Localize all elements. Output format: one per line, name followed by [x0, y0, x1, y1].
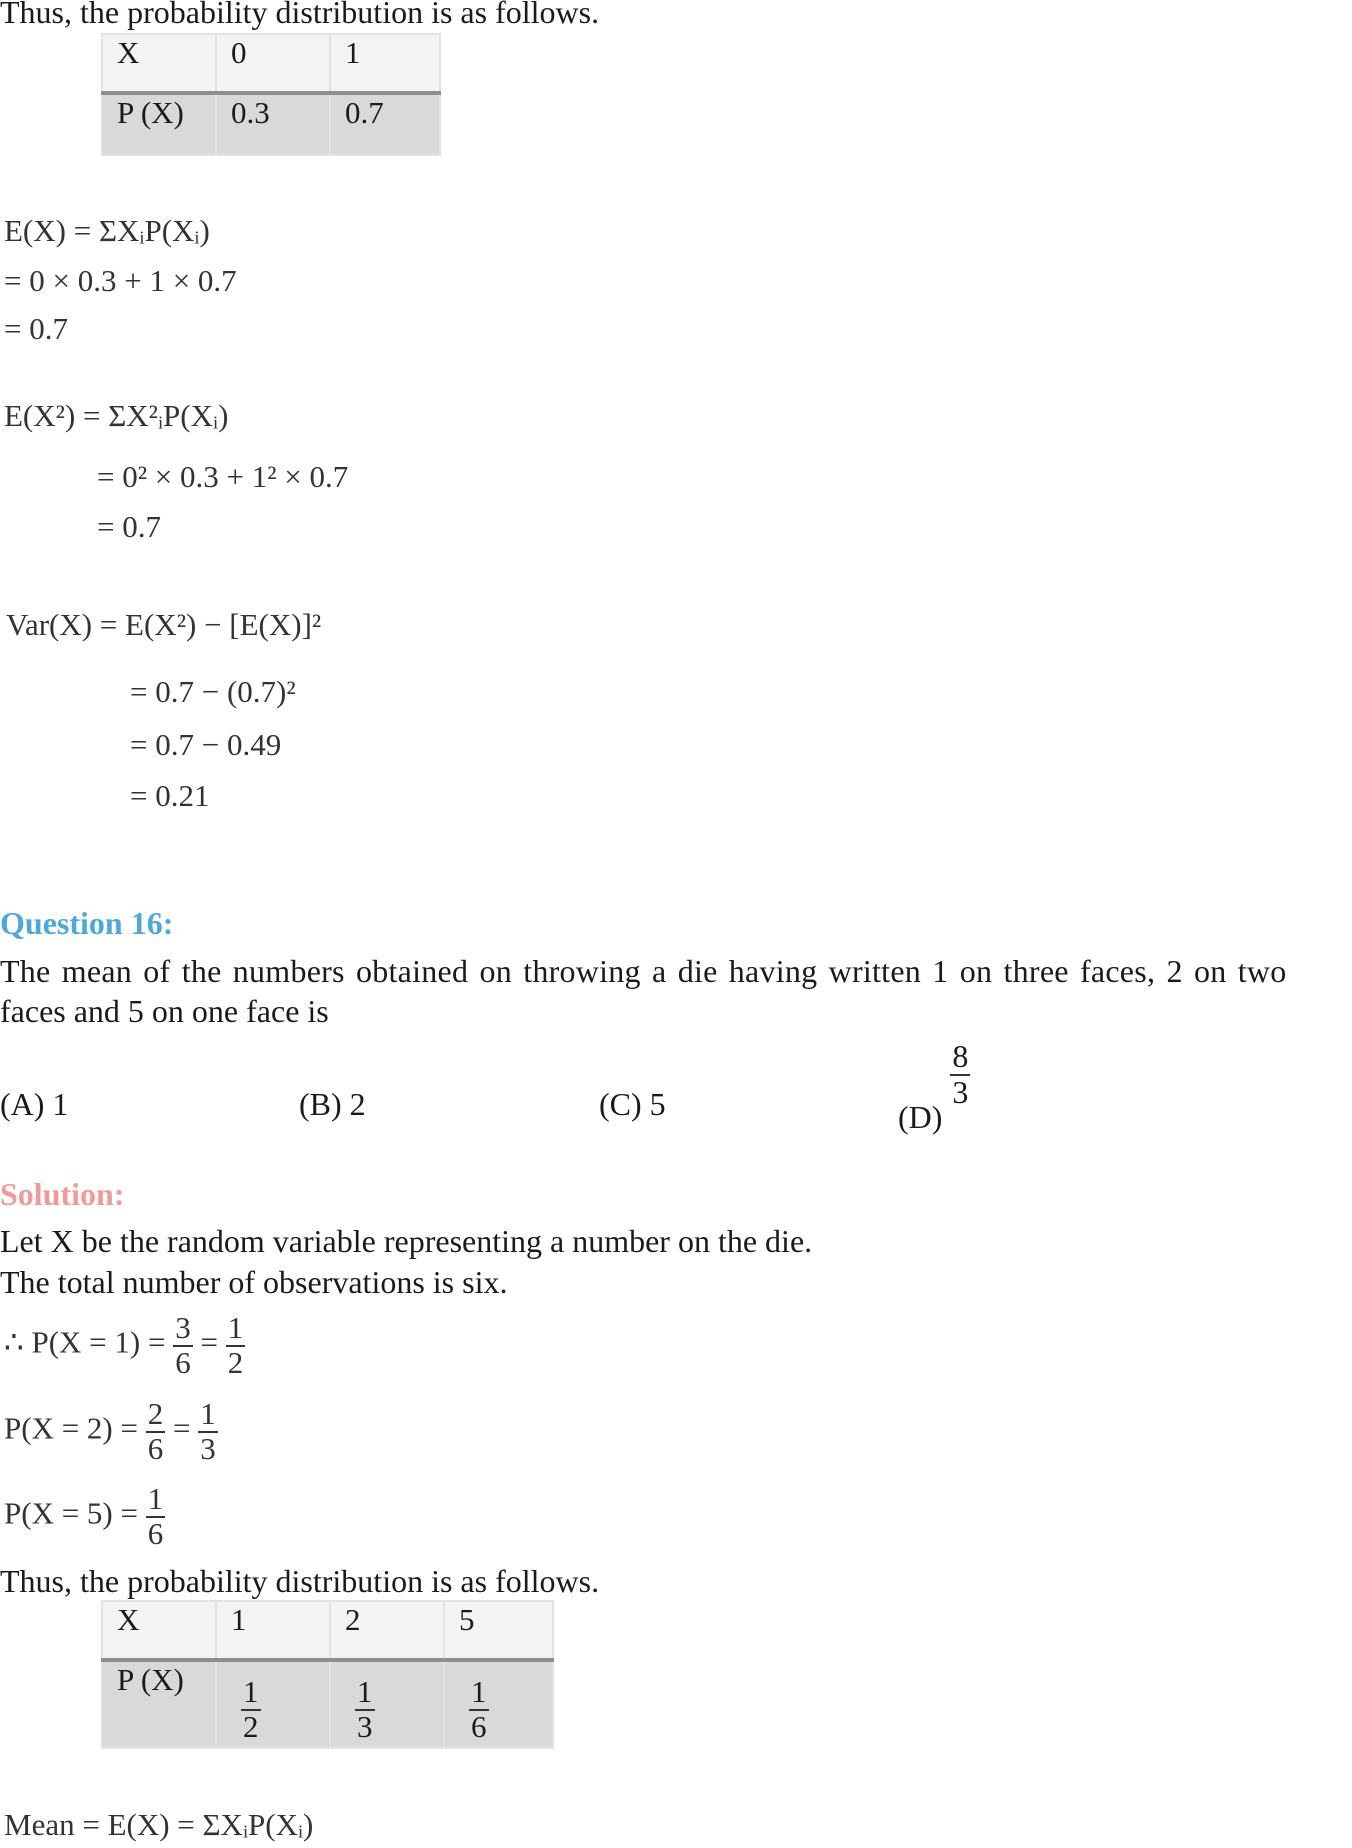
expectation-formula: E(X) = ΣXᵢP(Xᵢ): [4, 213, 210, 248]
table-header-cell: 1: [216, 1601, 330, 1660]
second-moment-result: = 0.7: [97, 509, 161, 544]
fraction: [146, 1483, 166, 1550]
variance-step-2: = 0.7 − 0.49: [130, 727, 282, 762]
probability-table-2: [101, 1600, 554, 1749]
second-moment-formula: E(X²) = ΣX²ᵢP(Xᵢ): [4, 398, 229, 433]
fraction-numerator: 1: [243, 1674, 259, 1709]
fraction: [469, 1676, 489, 1743]
variance-result: = 0.21: [130, 778, 210, 813]
solution-title: Solution:: [0, 1176, 125, 1212]
fraction-numerator: 1: [227, 1310, 244, 1345]
table-cell: 0.7: [330, 93, 440, 155]
variance-step-1: = 0.7 − (0.7)²: [130, 674, 296, 709]
option-d: [898, 1038, 970, 1135]
option-b: (B) 2: [299, 1086, 366, 1122]
fraction-denominator: 3: [952, 1073, 969, 1110]
fraction-numerator: 3: [175, 1310, 191, 1345]
fraction-denominator: 6: [471, 1708, 487, 1744]
probability-x2: [4, 1398, 218, 1465]
probability-table-1: [101, 33, 441, 156]
expectation-step: = 0 × 0.3 + 1 × 0.7: [4, 263, 237, 298]
distribution-intro: Thus, the probability distribution is as follows.: [0, 0, 600, 30]
fraction-denominator: 6: [175, 1344, 191, 1380]
fraction-denominator: 6: [147, 1430, 164, 1466]
table-header-cell: 0: [216, 34, 330, 93]
fraction-numerator: 1: [147, 1481, 164, 1516]
solution-line-1: Let X be the random variable representing a number on the die.: [0, 1223, 813, 1259]
table-header-cell: 5: [444, 1601, 553, 1660]
option-a: (A) 1: [0, 1086, 69, 1122]
equals-sign: =: [200, 1324, 218, 1360]
fraction-denominator: 2: [243, 1708, 259, 1744]
table-cell: P (X): [102, 93, 216, 155]
fraction-numerator: 1: [357, 1674, 373, 1709]
table-cell: [444, 1660, 553, 1748]
table-header-cell: 1: [330, 34, 440, 93]
fraction-denominator: 3: [357, 1708, 373, 1744]
variance-formula: Var(X) = E(X²) − [E(X)]²: [6, 607, 322, 642]
option-d-fraction: [950, 1040, 970, 1109]
fraction: [198, 1398, 218, 1465]
table-cell: [330, 1660, 444, 1748]
question-text: The mean of the numbers obtained on throwing a die having written 1 on three faces, 2 on two: [0, 953, 1287, 989]
option-d-label: (D): [898, 1098, 943, 1135]
question-text-cont: faces and 5 on one face is: [0, 993, 329, 1029]
table-cell: [216, 1660, 330, 1748]
fraction-numerator: 2: [147, 1396, 164, 1431]
fraction: [226, 1312, 246, 1379]
fraction-denominator: 3: [200, 1430, 216, 1466]
option-c: (C) 5: [599, 1086, 666, 1122]
fraction-denominator: 2: [227, 1344, 244, 1380]
equals-sign: =: [173, 1410, 191, 1446]
fraction-numerator: 1: [200, 1396, 216, 1431]
question-title: Question 16:: [0, 905, 174, 941]
equation-lhs: P(X = 5) =: [4, 1495, 138, 1531]
table-header-cell: X: [102, 1601, 216, 1660]
table-cell: 0.3: [216, 93, 330, 155]
table-header-cell: X: [102, 34, 216, 93]
equation-lhs: ∴ P(X = 1) =: [4, 1324, 166, 1360]
table-cell: P (X): [102, 1660, 216, 1748]
fraction-numerator: 8: [952, 1038, 969, 1074]
equation-lhs: P(X = 2) =: [4, 1410, 138, 1446]
fraction: [241, 1676, 261, 1743]
probability-x1: [4, 1312, 245, 1379]
probability-x5: [4, 1483, 165, 1550]
second-moment-step: = 0² × 0.3 + 1² × 0.7: [97, 459, 349, 494]
fraction: [146, 1398, 166, 1465]
fraction: [173, 1312, 193, 1379]
fraction-numerator: 1: [471, 1674, 487, 1709]
solution-line-2: The total number of observations is six.: [0, 1264, 508, 1300]
table-header-cell: 2: [330, 1601, 444, 1660]
mean-formula: Mean = E(X) = ΣXᵢP(Xᵢ): [4, 1807, 314, 1842]
expectation-result: = 0.7: [4, 311, 68, 346]
fraction-denominator: 6: [147, 1515, 164, 1551]
fraction: [355, 1676, 375, 1743]
distribution-intro-2: Thus, the probability distribution is as follows.: [0, 1563, 600, 1599]
